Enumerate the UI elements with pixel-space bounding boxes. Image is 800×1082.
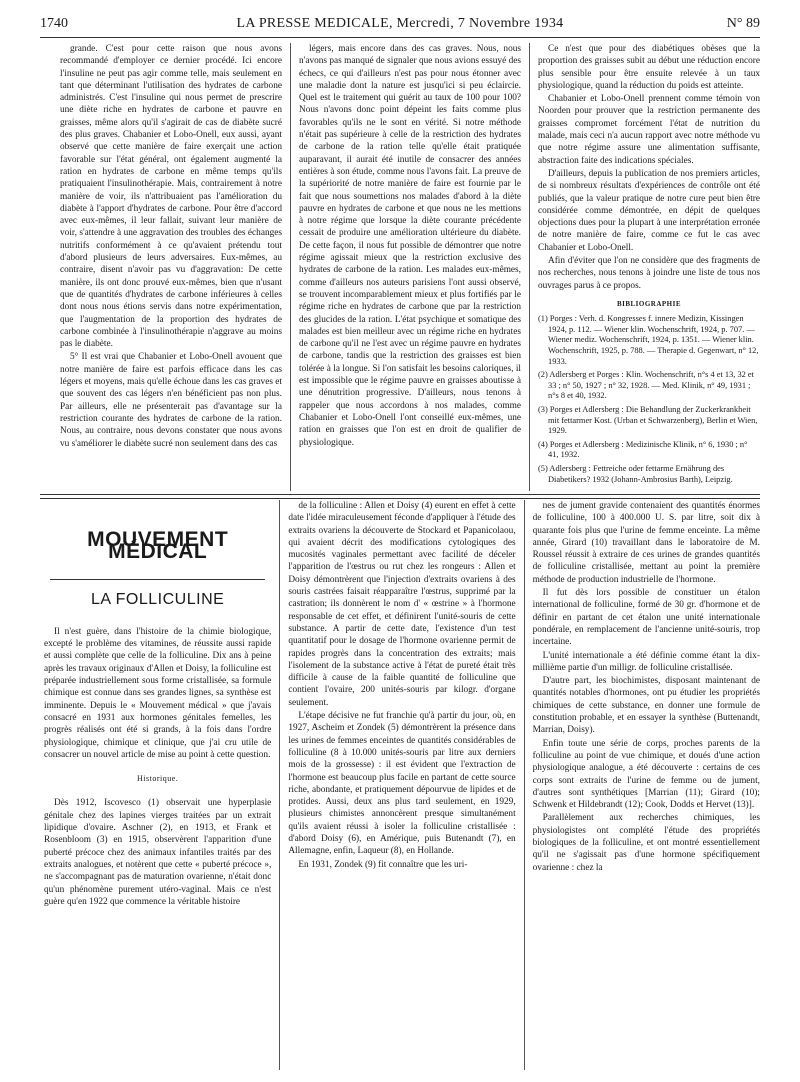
- title-rule: [50, 579, 265, 580]
- paragraph: D'ailleurs, depuis la publication de nos premiers articles, de si nombreux résultats d'expériences de contrôle ont été publiés, que la valeur pratique de notre cure peut bien être considérée comme démontrée, en dépit de quelques objections dues pour la plupart à une interprétation erronée de notre manière de faire, comme ce fut le cas avec Chabanier et Lobo-Onell.: [538, 168, 760, 253]
- paragraph: grande. C'est pour cette raison que nous avons recommandé d'employer ce dernier procédé. Ici encore l'insuline ne peut pas agir comme telle, mais seulement en tant que déterminant l'utilisation des hydrates de carbone administrés. C'est l'insuline qui nous permet de prescrire une diète riche en hydrates de carbone et pauvre en graisses, même alors qu'il s'agirait de cas de diabète sucré des plus graves. Chabanier et Lobo-Onell, eux aussi, ayant observé que cette manière de faire exerçait une action favorable sur l'état général, ont également augmenté la ration en hydrates de carbone en même temps qu'ils pratiquaient l'insulinothérapie. Mais, contrairement à notre manière de voir, ils n'attribuaient pas l'amélioration du diabète à l'apport d'hydrates de carbone. Pour être d'accord avec eux-mêmes, il leur fallait, suivant leur manière de voir, s'attendre à une aggravation des troubles des échanges nutritifs conformément à ce qu'avaient prétendu tout d'abord plusieurs de leurs adversaires. Eux-mêmes, au contraire, disent n'avoir pas vu d'aggravation: De cette manière, ils ont donc prouvé eux-mêmes, bien que n'usant que de quantités d'hydrates de carbone inférieures à celles dont nous nous étions servis dans notre expérimentation, que l'augmentation de la proportion des hydrates de carbone combinée à l'insulinothérapie n'aggrave au moins pas le diabète.: [60, 44, 282, 350]
- paragraph: de la folliculine : Allen et Doisy (4) eurent en effet à cette date l'idée miraculeusement féconde d'appliquer à l'étude des extraits ovariens la découverte de Stockard et Papanicolaou, qui avaient décrit des modifications cytologiques des mucosités vaginales permettant avec facilité de déceler l'apparition de l'œstrus ou rut chez les rongeurs : Allen et Doisy démontrèrent que l'injection d'extraits ovariens à des souris castrées faisait réapparaître l'œstrus, supprimé par la castration; ils donnèrent le nom d' « œstrine » à l'hormone responsable de cet effet, et définirent l'unité-souris de cette substance. A partir de cette date, l'existence d'un test quantitatif pour le dosage de l'hormone ovarienne permit de rapides progrès dans la concentration des extraits; mais l'isolement de la substance active à l'état de pureté était très difficile à cause de la faible quantité de folliculine que contient l'ovaire, 200 unités-souris par kilogr. d'organe seulement.: [288, 501, 516, 708]
- section-separator: [40, 494, 760, 499]
- journal-title: LA PRESSE MEDICALE, Mercredi, 7 Novembre 1934: [236, 16, 564, 31]
- column-divider: [279, 500, 280, 1070]
- paragraph: Chabanier et Lobo-Onell prennent comme témoin von Noorden pour prouver que la restriction permanente des graisses compromet forcément l'état de nutrition du malade, mais ceci n'a aucun rapport avec notre méthode vu que notre régime assure une alimentation suffisante, abstraction faite des indications spéciales.: [538, 94, 760, 166]
- article-title: LA FOLLICULINE: [91, 590, 225, 608]
- subheading-historique: Historique.: [137, 774, 179, 784]
- bottom-column-2: [288, 500, 515, 1070]
- top-article: [60, 43, 760, 491]
- page-number: 1740: [40, 16, 68, 31]
- section-title: MOUVEMENT MÉDICAL: [87, 528, 229, 564]
- header-rule: [40, 37, 760, 38]
- page-header: [40, 14, 760, 36]
- paragraph: D'autre part, les biochimistes, disposant maintenant de quantités notables d'hormones, ont pu étudier les propriétés chimiques de cette substance, en donner une formule de constitution probable, et en essayer la synthèse (Buttenandt, Marrian, Doisy).: [532, 676, 760, 736]
- paragraph: Afin d'éviter que l'on ne considère que des fragments de nos recherches, nous tenons à joindre une liste de tous nos ouvrages parus à ce propos.: [538, 256, 760, 291]
- paragraph: Dès 1912, Iscovesco (1) observait une hyperplasie génitale chez des lapines vierges traitées par un extrait lipidique d'ovaire. Aschner (2), en 1913, et Frank et Rosenbloom (3) en 1915, observèrent l'apparition d'une puberté précoce chez des animaux infantiles traités par des extraits analogues, et notèrent que cette « puberté précoce », ne s'accompagnant pas de maturation ovarienne, n'était donc qu'un phénomène purement utéro-vaginal. Mais ce n'est guère qu'en 1922 que commence la véritable histoire: [44, 798, 272, 907]
- column-divider: [290, 43, 291, 491]
- top-column-3: [538, 43, 760, 491]
- paragraph: L'étape décisive ne fut franchie qu'à partir du jour, où, en 1927, Ascheim et Zondek (5) démontrèrent la présence dans les urines de femmes enceintes de quantités considérables de folliculine (8 à 10.000 unités-souris par litre aux derniers mois de la grossesse) : il est évident que l'extraction de l'hormone est beaucoup plus facile en partant de cette source riche, abondante, et pratiquement dépourvue de lipides et de protides. Aussi, deux ans plus tard seulement, en 1929, plusieurs chimistes annoncèrent presque simultanément qu'ils avaient réussi à isoler la folliculine cristallisée : d'abord Doisy (6), en Amérique, puis Butenandt (7), en Allemagne, enfin, Laqueur (8), en Hollande.: [288, 711, 516, 857]
- bottom-column-3: [533, 500, 760, 1070]
- bibliography-entry: (2) Adlersberg et Porges : Klin. Wochenschrift, n°s 4 et 13, 32 et 33 ; n° 50, 1927 ; n° 32, 1928. — Med. Klinik, n° 49, 1931 ; n°s 8 et 40, 1932.: [538, 370, 754, 401]
- paragraph: Ce n'est que pour des diabétiques obèses que la proportion des graisses subit au début une réduction encore plus sensible pour être ensuite relevée à un taux physiologique, quand la réduction du poids est atteinte.: [538, 44, 760, 91]
- bibliography-entry: (1) Porges : Verh. d. Kongresses f. innere Medizin, Kissingen 1924, p. 112. — Wiener klin. Wochenschrift, 1924, p. 707. — Wiener mediz. Wochenschrift, 1924, p. 1351. — Wiener klin. Wochenschrift, 1925, p. 788. — Therapie d. Gegenwart, n° 12, 1933.: [538, 314, 759, 366]
- paragraph: Il fut dès lors possible de constituer un étalon international de folliculine, formé de 30 gr. d'hormone et de définir en partant de cet étalon une unité internationale pondérale, en remplacement de l'ancienne unité-souris, trop incertaine.: [532, 588, 760, 648]
- paragraph: 5° Il est vrai que Chabanier et Lobo-Onell avouent que notre manière de faire est parfois efficace dans les cas légers et moyens, mais qu'elle échoue dans les cas graves et que souvent des cas légers n'en bénéficient pas non plus. Par ailleurs, elle ne présenterait pas d'avantage sur la restriction courante des hydrates de carbone de la ration. Nous, au contraire, nous devons constater que nous avons vu s'améliorer le diabète sucré non seulement dans des cas: [60, 352, 282, 449]
- bottom-column-1: [44, 500, 271, 1070]
- paragraph: légers, mais encore dans des cas graves. Nous, nous n'avons pas manqué de signaler que nous avions essuyé des échecs, ce qui d'ailleurs n'est pas pour nous étonner avec une maladie dont la nature est jusqu'ici si peu éclaircie. Quel est le traitement qui guérit au taux de 100 pour 100? Nous n'avons donc point dépeint les faits comme plus favorables qu'ils ne le sont en vérité. Si notre méthode n'était pas supérieure à celle de la restriction des hydrates de carbone de la ration telle qu'elle était pratiquée auparavant, il aurait été inutile de consacrer des années entières à son étude, comme nous l'avons fait. La preuve de la supériorité de notre manière de faire est fournie par le fait que nous soumettions nos malades d'abord à la diète pauvre en hydrates de carbone et que nous ne les mettions à notre régime que lorsque la diète courante précédente cessait de produire une amélioration ultérieure du diabète. De cette façon, il nous fut possible de démontrer que notre régime agissait mieux que la restriction exclusive des hydrates de carbone de la ration. Les malades eux-mêmes, comme d'ailleurs nos auteurs parisiens l'ont aussi observé, se trouvent incomparablement mieux et plus fortifiés par le régime riche en hydrates de carbone que par la restriction des glucides de la ration. L'état psychique et somatique des malades est bien meilleur avec un régime riche en hydrates de carbone qu'il ne l'est avec un régime pauvre en hydrates de carbone, tandis que la restriction des graisses est bien tolérée à la longue. Si l'on satisfait les besoins caloriques, il est impossible que le régime pauvre en graisses aboutisse à une dénutrition progressive. D'ailleurs, nous tenons à rappeler que nous accordons à nos malades, comme Chabanier et Lobo-Onell l'ont conseillé eux-mêmes, une ration en graisses que l'on est en droit de qualifier de physiologique.: [299, 44, 521, 448]
- paragraph: nes de jument gravide contenaient des quantités énormes de folliculine, 100 à 400.000 U. S. par litre, soit dix à quarante fois plus que l'urine de femme enceinte. La même année, Girard (10) travaillant dans le laboratoire de M. Roussel réussit à extraire de ces urines de grandes quantités de folliculine cristallisée, mettant au point la première méthode de production industrielle de l'hormone.: [532, 501, 760, 585]
- paragraph: Il n'est guère, dans l'histoire de la chimie biologique, excepté le problème des vitamines, de réussite aussi rapide et aussi complète que celle de la folliculine. Dix ans à peine après les travaux originaux d'Allen et Doisy, la folliculine est préparée industriellement sous forme cristallisée, sa formule chimique est connue dans ses grandes lignes, sa synthèse est imminente. Depuis le « Mouvement médical » que j'avais consacré en 1931 aux hormones génitales femelles, les progrès réalisés ont été si grands, à la fois dans l'ordre physiologique, chimique et clinique, que j'ai cru utile de consacrer un nouvel article de mise au point à cette question.: [44, 626, 272, 760]
- column-divider: [524, 500, 525, 1070]
- issue-number: N° 89: [726, 16, 760, 31]
- bibliography-heading: BIBLIOGRAPHIE: [616, 299, 682, 308]
- paragraph: Enfin toute une série de corps, proches parents de la folliculine au point de vue chimique, et doués d'une action physiologique analogue, a été découverte : certains de ces corps sont extraits de l'urine de femme ou de jument, d'autres sont synthétiques [Marrian (11); Girard (10); Schwenk et Hildebrandt (12); Cook, Dodds et Hervet (13)].: [532, 738, 760, 811]
- paragraph: Parallèlement aux recherches chimiques, les physiologistes ont complété l'étude des propriétés biologiques de la folliculine, et ont montré essentiellement qu'il ne s'agissait pas d'une hormone spécifiquement ovarienne : chez la: [532, 813, 760, 873]
- paragraph: L'unité internationale a été définie comme étant la dix-millième partie d'un milligr. de folliculine cristallisée.: [532, 650, 760, 673]
- bibliography-entry: (4) Porges et Adlersberg : Medizinische Klinik, n° 6, 1930 ; n° 41, 1932.: [538, 439, 748, 460]
- column-divider: [529, 43, 530, 491]
- top-column-1: [60, 43, 282, 491]
- bibliography-entry: (3) Porges et Adlersberg : Die Behandlung der Zuckerkrankheit mit fettarmer Kost. (Urban et Schwarzenberg), Berlin et Wien, 1929.: [538, 404, 758, 436]
- bottom-article: [44, 500, 760, 1070]
- paragraph: En 1931, Zondek (9) fit connaître que les uri-: [298, 859, 468, 870]
- top-column-2: [299, 43, 521, 491]
- bibliography-entry: (5) Adlersberg : Fettreiche oder fettarme Ernährung des Diabetikers? 1932 (Johann-Ambrosius Barth), Leipzig.: [538, 463, 733, 484]
